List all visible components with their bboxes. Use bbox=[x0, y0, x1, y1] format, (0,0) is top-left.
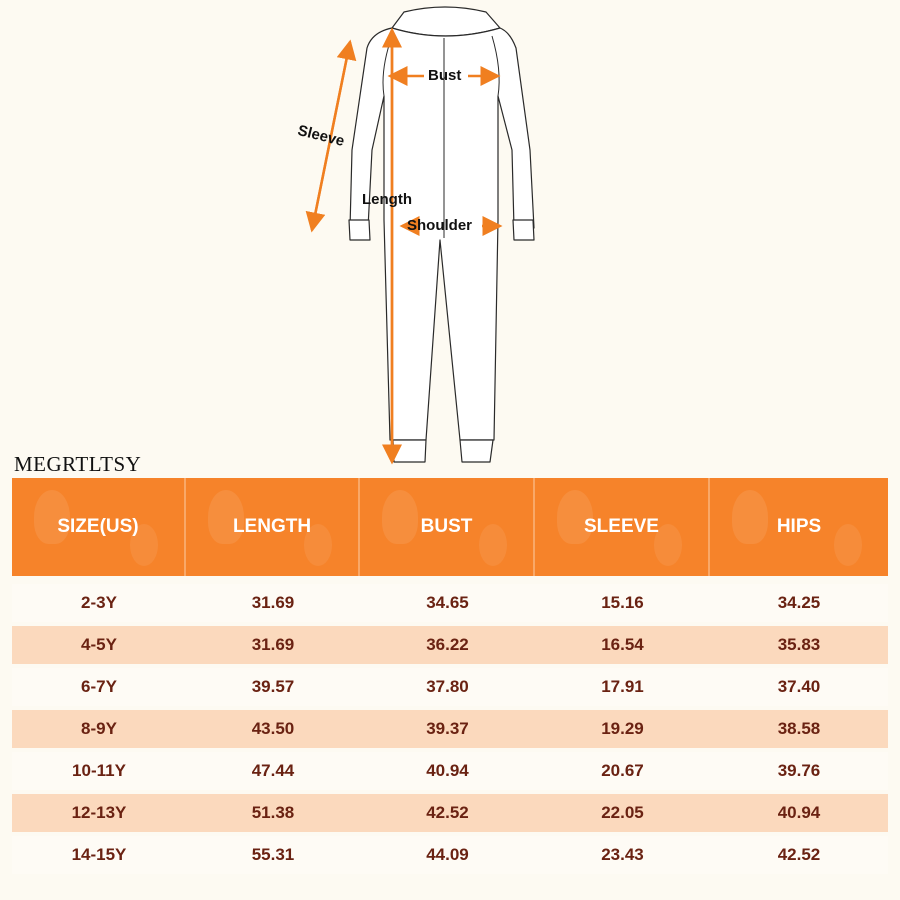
cell-size: 8-9Y bbox=[81, 719, 117, 738]
cell-length: 31.69 bbox=[251, 593, 295, 612]
cell-sleeve: 15.16 bbox=[601, 593, 644, 612]
table-row bbox=[12, 668, 888, 706]
cell-hips: 35.83 bbox=[777, 635, 821, 654]
cell-length: 47.44 bbox=[251, 761, 295, 780]
cell-length: 31.69 bbox=[251, 635, 295, 654]
cell-bust: 37.80 bbox=[426, 677, 469, 696]
cell-hips: 39.76 bbox=[777, 761, 821, 780]
cell-sleeve: 19.29 bbox=[601, 719, 644, 738]
cell-bust: 34.65 bbox=[426, 593, 469, 612]
cell-size: 14-15Y bbox=[71, 845, 127, 864]
cell-hips: 42.52 bbox=[777, 845, 821, 864]
brand-name: MEGRTLTSY bbox=[14, 452, 142, 476]
cell-hips: 38.58 bbox=[777, 719, 821, 738]
cell-size: 10-11Y bbox=[72, 761, 126, 780]
cell-size: 2-3Y bbox=[81, 593, 117, 612]
table-row bbox=[12, 836, 888, 874]
cell-hips: 40.94 bbox=[777, 803, 821, 822]
cell-hips: 37.40 bbox=[777, 677, 821, 696]
shoulder-label: Shoulder bbox=[407, 217, 473, 234]
header-bust: BUST bbox=[360, 478, 535, 576]
cell-sleeve: 23.43 bbox=[601, 845, 644, 864]
table-body bbox=[12, 584, 888, 874]
cell-size: 4-5Y bbox=[81, 635, 117, 654]
size-chart-table bbox=[12, 478, 888, 878]
table-row bbox=[12, 752, 888, 790]
cell-hips: 34.25 bbox=[777, 593, 821, 612]
cell-sleeve: 16.54 bbox=[601, 635, 644, 654]
cell-bust: 42.52 bbox=[426, 803, 469, 822]
table-row bbox=[12, 626, 888, 664]
table-row bbox=[12, 794, 888, 832]
header-length: LENGTH bbox=[186, 478, 360, 576]
header-size: SIZE(US) bbox=[12, 478, 186, 576]
cell-length: 39.57 bbox=[251, 677, 295, 696]
cell-size: 6-7Y bbox=[81, 677, 117, 696]
header-sleeve: SLEEVE bbox=[535, 478, 710, 576]
length-label: Length bbox=[362, 191, 412, 208]
cell-length: 51.38 bbox=[251, 803, 295, 822]
cell-bust: 40.94 bbox=[426, 761, 469, 780]
table-row bbox=[12, 710, 888, 748]
cell-bust: 39.37 bbox=[426, 719, 469, 738]
cell-sleeve: 20.67 bbox=[601, 761, 644, 780]
cell-sleeve: 17.91 bbox=[601, 677, 644, 696]
cell-sleeve: 22.05 bbox=[601, 803, 644, 822]
bust-label: Bust bbox=[428, 67, 462, 84]
cell-bust: 44.09 bbox=[426, 845, 469, 864]
header-hips: HIPS bbox=[710, 478, 888, 576]
cell-size: 12-13Y bbox=[71, 803, 127, 822]
sleeve-label: Sleeve bbox=[295, 122, 347, 150]
table-row bbox=[12, 584, 888, 622]
cell-length: 55.31 bbox=[251, 845, 295, 864]
cell-bust: 36.22 bbox=[426, 635, 469, 654]
cell-length: 43.50 bbox=[251, 719, 295, 738]
table-header-row bbox=[12, 478, 888, 576]
